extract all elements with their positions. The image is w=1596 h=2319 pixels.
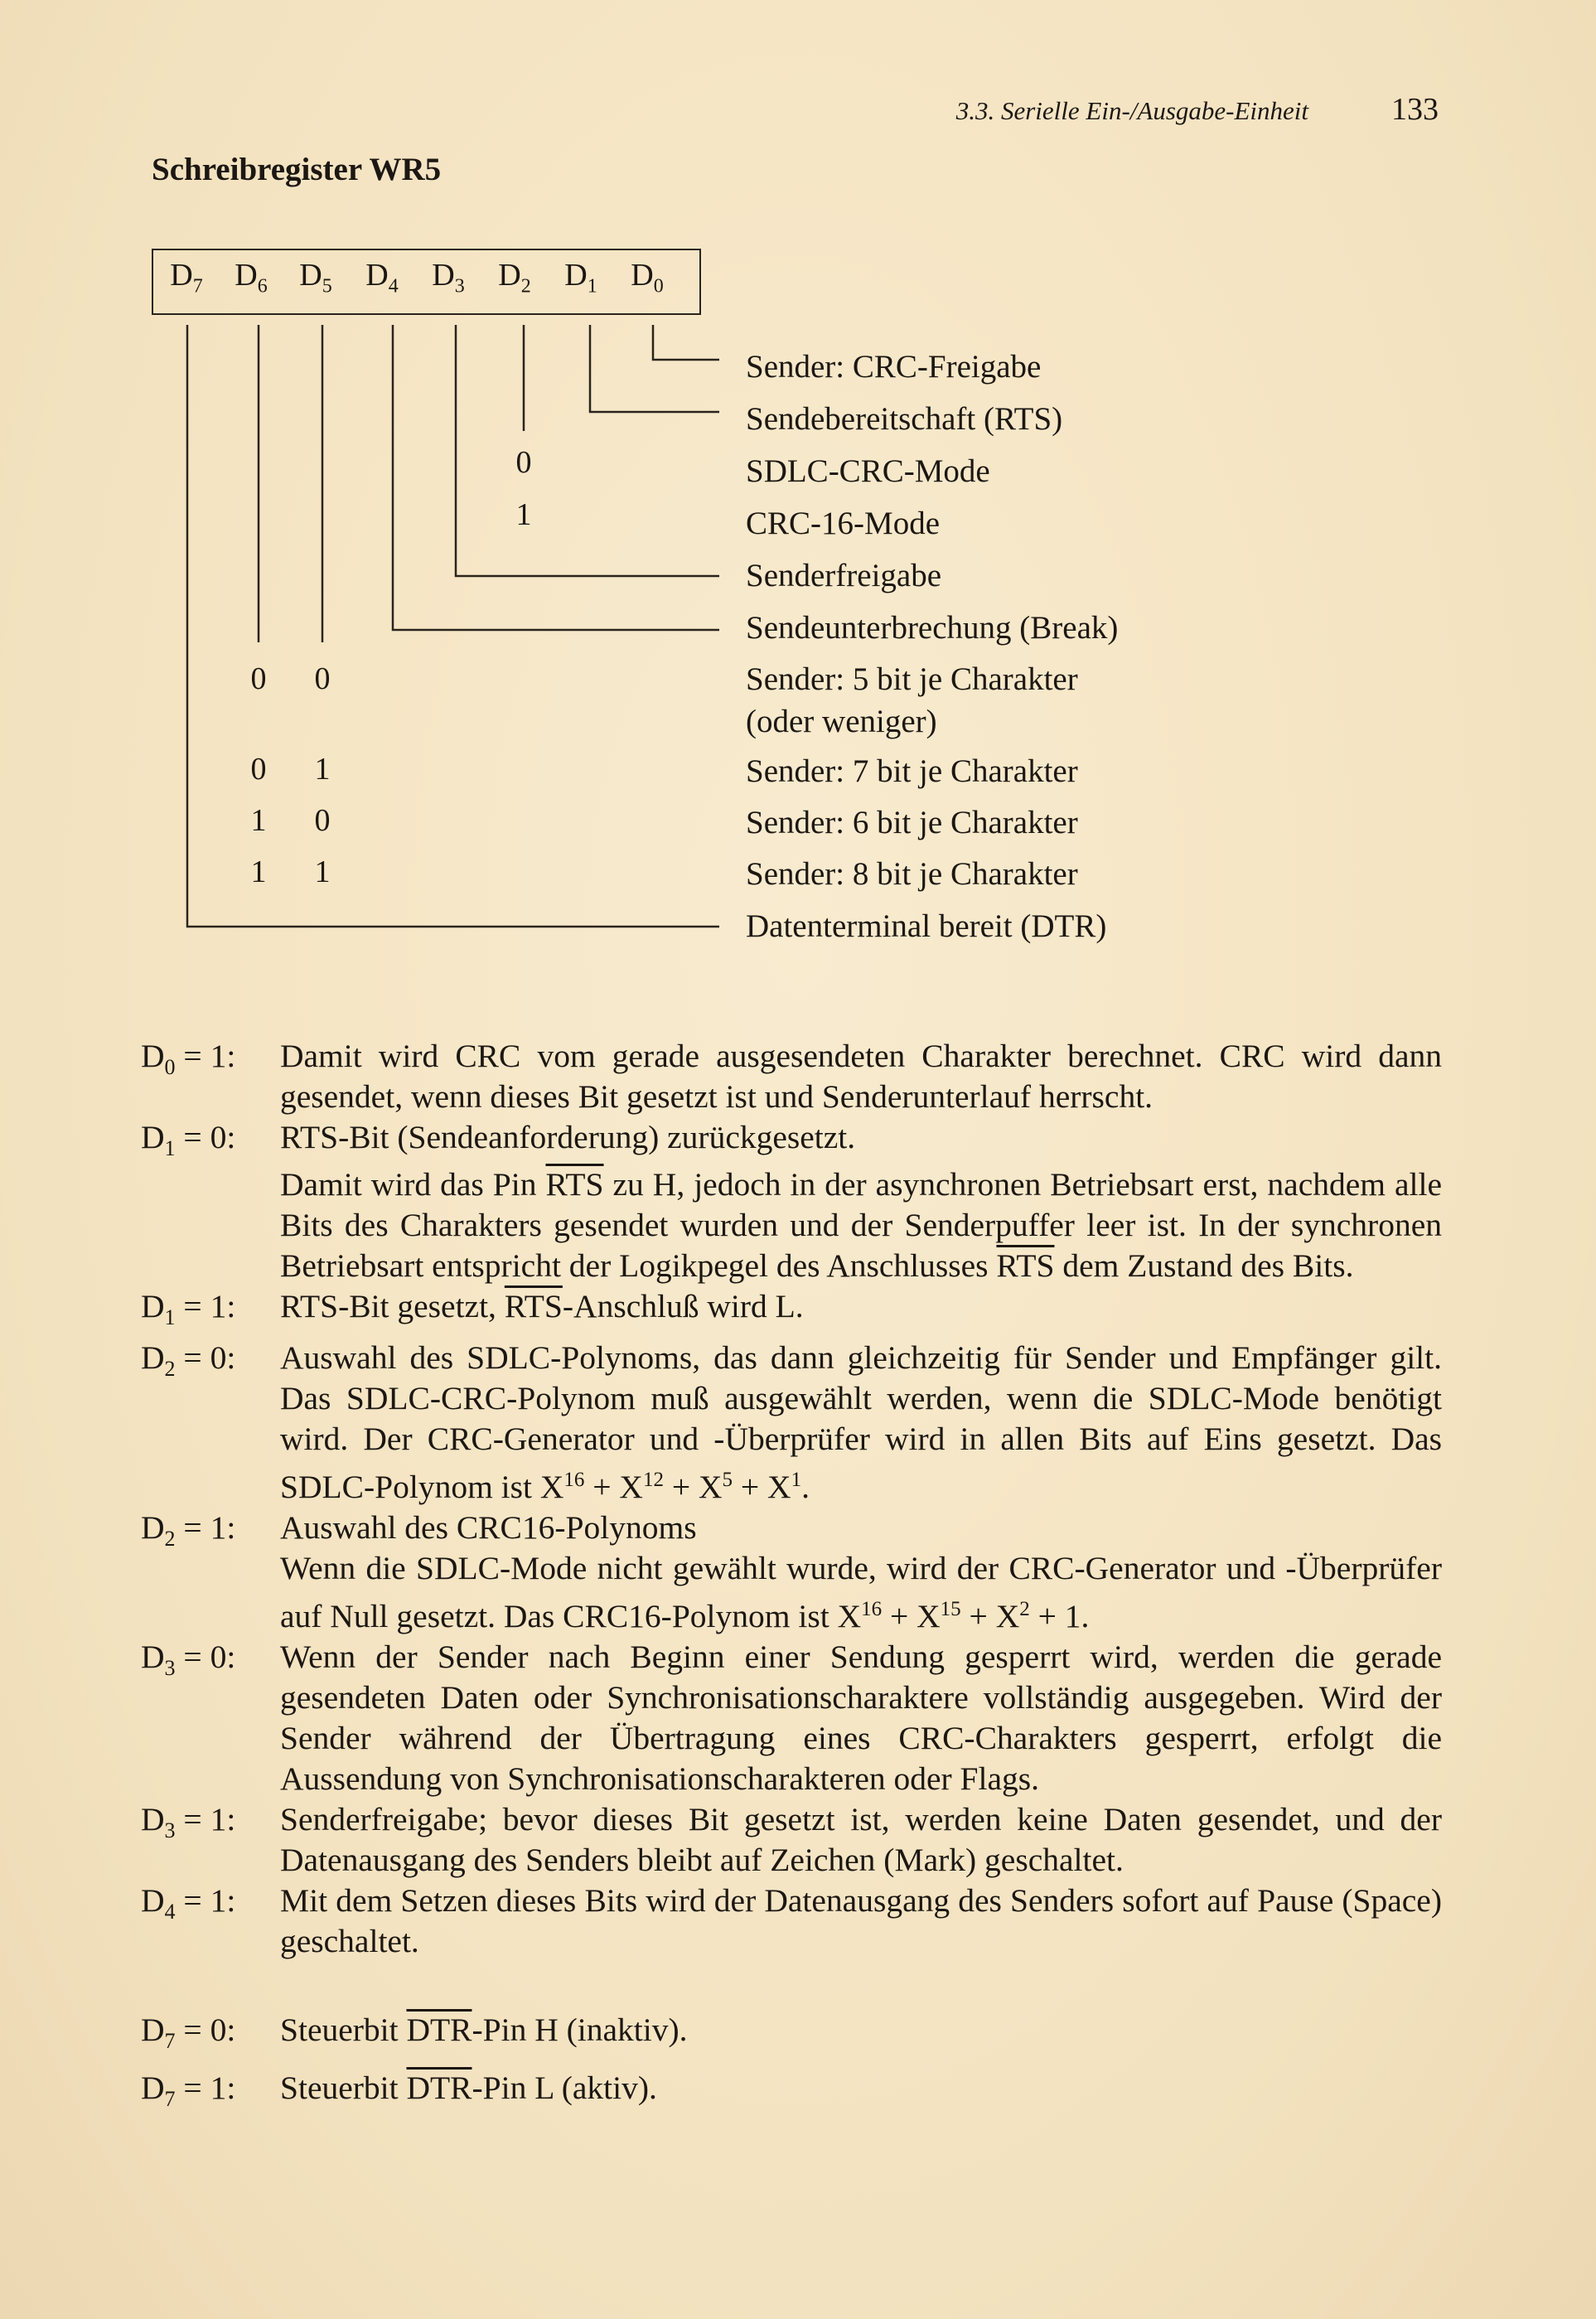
definition-code: $D_1 = 1$: xyxy=(141,1288,236,1329)
d2-value-1: 1 xyxy=(515,497,532,532)
definition-d2-0 xyxy=(141,1338,1442,1508)
definition-text: Mit dem Setzen dieses Bits wird der Datenausgang des Senders sofort auf Pause (Space) geschaltet. xyxy=(280,1882,1442,1960)
definition-text: Auswahl des CRC16-Polynoms xyxy=(280,1509,697,1547)
definition-code: $D_3 = 0$: xyxy=(141,1639,236,1681)
label-5bit-note: (oder weniger) xyxy=(746,704,937,739)
definition-text: RTS-Bit (Sendeanforderung) zurückgesetzt. xyxy=(280,1119,856,1155)
definition-code: $D_4 = 1$: xyxy=(141,1882,236,1924)
bit-d1: $D_1$ xyxy=(564,258,597,298)
page-number: 133 xyxy=(1391,92,1439,127)
label-sdlc-crc-mode: SDLC-CRC-Mode xyxy=(746,453,990,489)
d5-value: 0 xyxy=(314,803,331,838)
definition-text: Steuerbit $\overline{DTR}$-Pin H (inaktiv). xyxy=(280,2012,688,2049)
definition-text: Auswahl des SDLC-Polynoms, das dann gleichzeitig für Sender und Empfänger gilt. Das SDLC-CRC-Polynom muß ausgewählt werden, wenn die SDLC-Mode benötigt wird. Der CRC-Generator und -Überprüfer wird in allen Bits auf Eins gesetzt. Das SDLC-Polynom ist $X^{16} + X^{12} + X^5 + X^1$. xyxy=(280,1339,1442,1506)
d5-value: 0 xyxy=(314,661,331,696)
definition-text: Wenn der Sender nach Beginn einer Sendung gesperrt wird, werden die gerade gesendeten Daten oder Synchronisationscharaktere vollständig ausgegeben. Wird der Sender während der Übertragung eines CRC-Charakters gesperrt, erfolgt die Aussendung von Synchronisationscharakteren oder Flags. xyxy=(280,1639,1442,1798)
definition-text: Damit wird das Pin $\overline{RTS}$ zu H, jedoch in der asynchronen Betriebsart erst, nachdem alle Bits des Charakters gesendet wurden und der Senderpuffer leer ist. In der synchronen Betriebsart entspricht der Logikpegel des Anschlusses $\overline{RTS}$ dem Zustand des Bits. xyxy=(280,1166,1442,1284)
definition-text: RTS-Bit gesetzt, $\overline{RTS}$-Anschluß wird L. xyxy=(280,1288,804,1324)
label-7bit: Sender: 7 bit je Charakter xyxy=(746,753,1078,789)
label-dtr: Datenterminal bereit (DTR) xyxy=(746,908,1107,944)
bit-d7: $D_7$ xyxy=(170,258,203,298)
definition-d7-1 xyxy=(141,2068,1442,2119)
section-reference: 3.3. Serielle Ein-/Ausgabe-Einheit xyxy=(955,96,1308,125)
label-sender-enable: Senderfreigabe xyxy=(746,558,942,593)
definition-d3-1 xyxy=(141,1799,1442,1881)
label-rts: Sendebereitschaft (RTS) xyxy=(746,401,1063,437)
bit-d5: $D_5$ xyxy=(299,258,332,298)
definition-code: $D_7 = 1$: xyxy=(141,2070,236,2111)
definition-text: Steuerbit $\overline{DTR}$-Pin L (aktiv). xyxy=(280,2070,657,2107)
definition-text: Senderfreigabe; bevor dieses Bit gesetzt ist, werden keine Daten gesendet, und der Datenausgang des Senders bleibt auf Zeichen (Mark) geschaltet. xyxy=(280,1801,1442,1879)
label-send-break: Sendeunterbrechung (Break) xyxy=(746,610,1119,646)
definition-d4-1 xyxy=(141,1881,1442,1962)
bit-d4: $D_4$ xyxy=(365,258,399,298)
definition-text: Wenn die SDLC-Mode nicht gewählt wurde, wird der CRC-Generator und -Überprüfer auf Null gesetzt. Das CRC16-Polynom ist $X^{16} + X^{15} + X^2 + 1$. xyxy=(280,1550,1442,1635)
definition-d3-0 xyxy=(141,1637,1442,1799)
label-5bit: Sender: 5 bit je Charakter xyxy=(746,661,1078,697)
definition-d7-0 xyxy=(141,2010,1442,2061)
register-title: Schreibregister WR5 xyxy=(152,152,442,187)
d2-value-0: 0 xyxy=(515,445,532,480)
definition-code: $D_0 = 1$: xyxy=(141,1038,236,1079)
d6-value: 1 xyxy=(250,854,267,889)
definition-d2-1 xyxy=(141,1508,1442,1637)
bit-d3: $D_3$ xyxy=(432,258,465,298)
bit-d0: $D_0$ xyxy=(631,258,664,298)
definition-code: $D_3 = 1$: xyxy=(141,1801,236,1843)
definition-code: $D_1 = 0$: xyxy=(141,1119,236,1160)
bit-d2: $D_2$ xyxy=(498,258,531,298)
label-6bit: Sender: 6 bit je Charakter xyxy=(746,805,1078,840)
definition-text: Damit wird CRC vom gerade ausgesendeten Charakter berechnet. CRC wird dann gesendet, wenn dieses Bit gesetzt ist und Senderunterlauf herrscht. xyxy=(280,1038,1442,1115)
register-connector-lines xyxy=(0,0,1596,995)
definition-code: $D_2 = 0$: xyxy=(141,1339,236,1381)
d6-value: 0 xyxy=(250,661,267,696)
bit-d6: $D_6$ xyxy=(235,258,268,298)
label-crc-enable: Sender: CRC-Freigabe xyxy=(746,349,1042,385)
definition-d1-1 xyxy=(141,1286,1442,1338)
bit-definitions xyxy=(141,1036,1442,2119)
label-crc16-mode: CRC-16-Mode xyxy=(746,506,940,541)
definition-code: $D_2 = 1$: xyxy=(141,1509,236,1551)
label-8bit: Sender: 8 bit je Charakter xyxy=(746,856,1078,892)
d5-value: 1 xyxy=(314,854,331,889)
definition-d1-0 xyxy=(141,1117,1442,1286)
definition-code: $D_7 = 0$: xyxy=(141,2012,236,2054)
d6-value: 1 xyxy=(250,803,267,838)
definition-d0-1 xyxy=(141,1036,1442,1117)
d5-value: 1 xyxy=(314,752,331,787)
d6-value: 0 xyxy=(250,752,267,787)
